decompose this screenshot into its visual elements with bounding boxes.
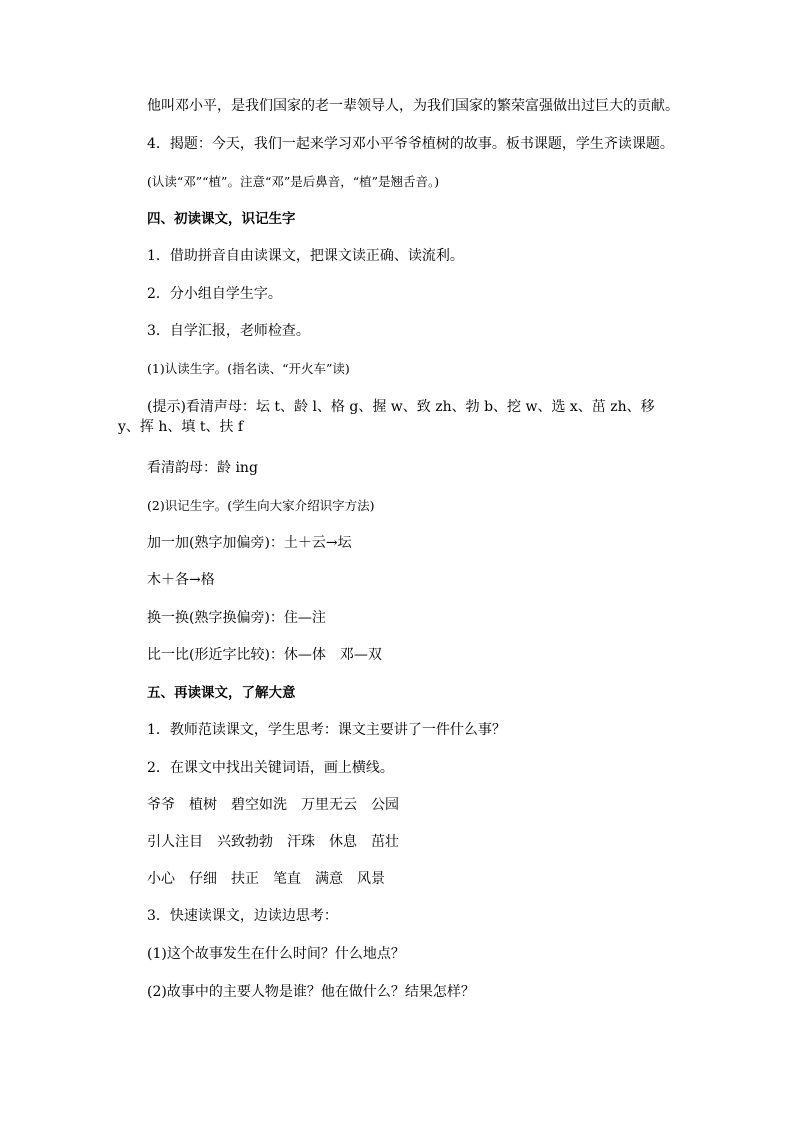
sub-2-memorize: (2)识记生字。(学生向大家介绍识字方法) [147,498,375,513]
question-2: (2)故事中的主要人物是谁？他在做什么？结果怎样？ [147,984,475,1000]
hint-finals: 看清韵母：龄 ing [147,460,258,476]
keyword-row-1: 爷爷 植树 碧空如洗 万里无云 公园 [147,797,399,813]
paragraph-intro: 他叫邓小平，是我们国家的老一辈领导人，为我们国家的繁荣富强做出过巨大的贡献。 [147,98,679,114]
step-1-teacher-read: 1．教师范读课文，学生思考：课文主要讲了一件什么事？ [147,722,506,738]
step-1-read: 1．借助拼音自由读课文，把课文读正确、读流利。 [147,248,464,264]
step-4-title-reveal: 4．揭题：今天，我们一起来学习邓小平爷爷植树的故事。板书课题，学生齐读课题。 [147,136,674,152]
question-1: (1)这个故事发生在什么时间？什么地点？ [147,946,405,962]
hint-initials: (提示)看清声母：坛 t、龄 l、格 g、握 w、致 zh、勃 b、挖 w、选 x、茁 zh、移 y、挥 h、填 t、扶 f [118,399,655,435]
method-swap: 换一换(熟字换偏旁)：住—注 [147,610,326,626]
step-2-keywords: 2．在课文中找出关键词语，画上横线。 [147,760,394,776]
step-3-quick-read: 3．快速读课文，边读边思考： [147,908,338,924]
note-pronunciation: (认读“邓”“植”。注意“邓”是后鼻音，“植”是翘舌音。) [147,174,440,189]
section-heading-5: 五、再读课文，了解大意 [147,685,296,701]
keyword-row-3: 小心 仔细 扶正 笔直 满意 风景 [147,871,385,887]
step-3-report: 3．自学汇报，老师检查。 [147,323,310,339]
keyword-row-2: 引人注目 兴致勃勃 汗珠 休息 茁壮 [147,834,399,850]
step-2-group-study: 2．分小组自学生字。 [147,286,282,302]
method-add: 加一加(熟字加偏旁)：土＋云→坛 [147,535,352,551]
method-compare: 比一比(形近字比较)：休—体 邓—双 [147,647,382,663]
sub-1-read-characters: (1)认读生字。(指名读、“开火车”读) [147,361,350,376]
section-heading-4: 四、初读课文，识记生字 [147,211,296,227]
method-add-example: 木＋各→格 [147,572,215,588]
